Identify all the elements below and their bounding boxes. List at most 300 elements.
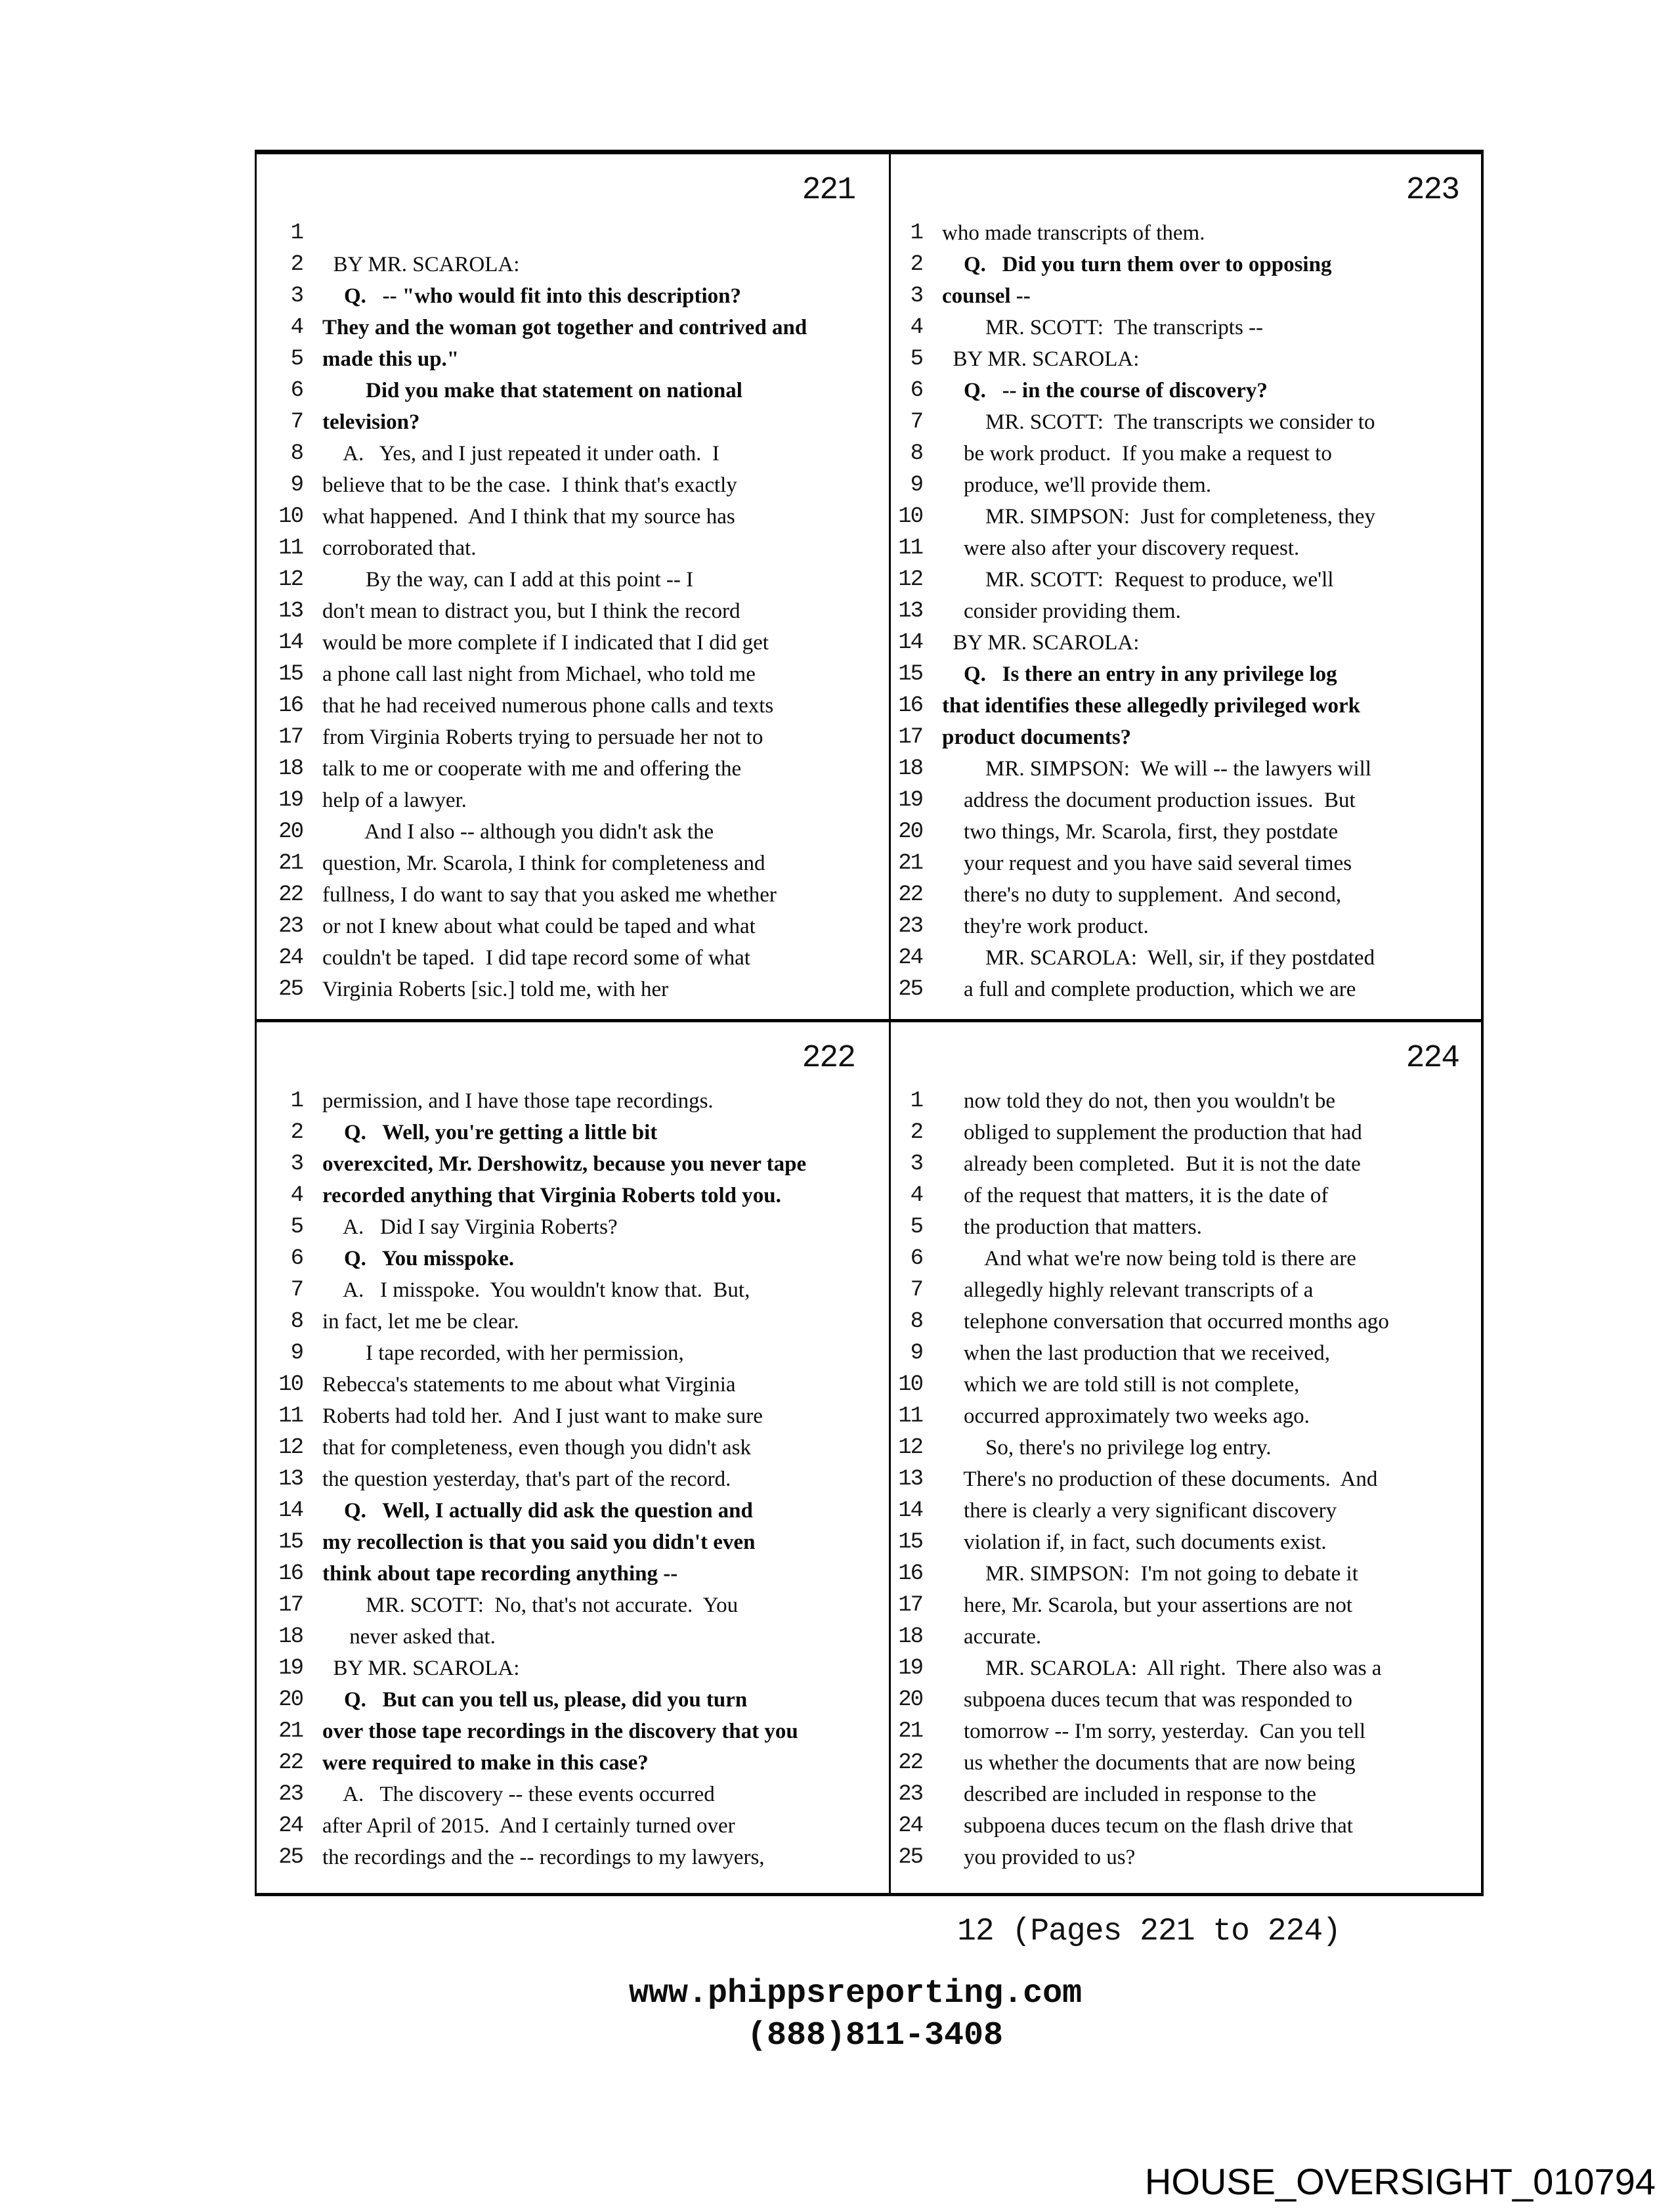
line-number: 19 [278, 1656, 303, 1681]
transcript-line [257, 974, 889, 1005]
line-text: Virginia Roberts [sic.] told me, with her [322, 978, 669, 1001]
line-text: And what we're now being told is there are [942, 1247, 1356, 1270]
transcript-line [891, 1243, 1481, 1274]
line-text: MR. SIMPSON: We will -- the lawyers will [942, 757, 1371, 781]
transcript-line [257, 1274, 889, 1306]
transcript-line [891, 1432, 1481, 1464]
footer-page-range: 12 (Pages 221 to 224) [957, 1914, 1341, 1949]
line-number: 12 [278, 567, 303, 592]
line-text: occurred approximately two weeks ago. [942, 1404, 1310, 1428]
line-number: 10 [898, 504, 922, 529]
transcript-line [257, 627, 889, 659]
transcript-line [891, 1274, 1481, 1306]
transcript-line [891, 280, 1481, 312]
transcript-line [257, 469, 889, 501]
transcript-line [891, 1085, 1481, 1117]
transcript-line [891, 753, 1481, 785]
transcript-line [257, 1558, 889, 1590]
transcript-line [891, 1779, 1481, 1810]
line-text: produce, we'll provide them. [942, 473, 1212, 497]
page-lines [891, 1085, 1481, 1873]
line-number: 2 [290, 252, 303, 277]
line-text: BY MR. SCAROLA: [942, 347, 1140, 371]
line-number: 6 [290, 1246, 303, 1271]
transcript-line [891, 564, 1481, 596]
line-number: 24 [278, 1813, 303, 1838]
line-number: 5 [910, 1215, 922, 1240]
line-number: 14 [278, 1498, 303, 1523]
transcript-line [257, 1148, 889, 1180]
line-text: Q. Well, I actually did ask the question and [322, 1499, 753, 1523]
transcript-line [891, 406, 1481, 438]
transcript-line [257, 879, 889, 911]
transcript-line [891, 343, 1481, 375]
transcript-line [257, 1400, 889, 1432]
quadrant-page-223 [891, 154, 1481, 1022]
transcript-line [257, 1842, 889, 1873]
line-number: 2 [910, 1120, 922, 1145]
line-text: you provided to us? [942, 1846, 1136, 1869]
line-number: 20 [278, 1687, 303, 1712]
line-text: would be more complete if I indicated that I did get [322, 631, 769, 655]
line-number: 7 [290, 410, 303, 435]
transcript-line [891, 659, 1481, 690]
transcript-line [891, 1211, 1481, 1243]
line-text: a full and complete production, which we are [942, 978, 1356, 1001]
line-text: I tape recorded, with her permission, [322, 1341, 684, 1365]
line-number: 14 [278, 630, 303, 655]
transcript-line [891, 785, 1481, 816]
line-text: Roberts had told her. And I just want to make sure [322, 1404, 763, 1428]
transcript-line [257, 816, 889, 848]
line-text [303, 217, 322, 249]
page-number: 221 [802, 173, 855, 208]
page-number: 224 [1406, 1041, 1459, 1076]
transcript-line [257, 217, 889, 249]
transcript-line [257, 1211, 889, 1243]
line-number: 25 [278, 977, 303, 1002]
transcript-line [257, 375, 889, 406]
transcript-line [891, 1117, 1481, 1148]
transcript-line [257, 1810, 889, 1842]
transcript-line [891, 501, 1481, 532]
transcript-line [257, 532, 889, 564]
line-number: 21 [898, 1719, 922, 1744]
line-number: 3 [290, 284, 303, 309]
line-text: help of a lawyer. [322, 789, 467, 812]
transcript-line [891, 532, 1481, 564]
line-text: there is clearly a very significant discovery [942, 1499, 1337, 1523]
line-text: MR. SCOTT: No, that's not accurate. You [322, 1594, 739, 1617]
transcript-line [257, 1716, 889, 1747]
line-number: 2 [910, 252, 922, 277]
transcript-line [891, 1148, 1481, 1180]
transcript-line [257, 1243, 889, 1274]
line-text: that he had received numerous phone calls and texts [322, 694, 774, 718]
transcript-line [257, 1085, 889, 1117]
line-text: that for completeness, even though you didn't ask [322, 1436, 751, 1460]
line-text: And I also -- although you didn't ask the [322, 820, 714, 844]
line-text: permission, and I have those tape recordings. [322, 1089, 714, 1113]
footer-reporting-phone: (888)811-3408 [747, 2017, 1004, 2054]
line-text: my recollection is that you said you didn't even [322, 1530, 756, 1554]
line-number: 9 [910, 473, 922, 498]
line-number: 11 [278, 536, 303, 561]
transcript-line [257, 280, 889, 312]
transcript-line [257, 690, 889, 722]
line-number: 15 [898, 662, 922, 687]
transcript-line [891, 249, 1481, 280]
transcript-line [257, 785, 889, 816]
transcript-line [257, 1306, 889, 1337]
transcript-line [891, 1590, 1481, 1621]
transcript-line [891, 1810, 1481, 1842]
transcript-line [257, 1684, 889, 1716]
transcript-line [891, 469, 1481, 501]
line-number: 20 [898, 1687, 922, 1712]
line-number: 13 [278, 599, 303, 624]
transcript-line [891, 1842, 1481, 1873]
line-number: 18 [278, 756, 303, 781]
line-text: MR. SCOTT: Request to produce, we'll [942, 568, 1334, 592]
line-text: Q. But can you tell us, please, did you turn [322, 1688, 748, 1712]
transcript-line [257, 438, 889, 469]
line-number: 6 [910, 378, 922, 403]
line-text: now told they do not, then you wouldn't be [942, 1089, 1335, 1113]
line-number: 6 [290, 378, 303, 403]
transcript-line [891, 217, 1481, 249]
line-text: consider providing them. [942, 599, 1181, 623]
transcript-line [257, 1653, 889, 1684]
line-number: 13 [898, 599, 922, 624]
line-text: after April of 2015. And I certainly turned over [322, 1814, 735, 1838]
line-text: who made transcripts of them. [942, 221, 1205, 245]
line-text: Q. You misspoke. [322, 1247, 515, 1270]
line-text: what happened. And I think that my source has [322, 505, 735, 529]
transcript-line [257, 911, 889, 942]
transcript-line [257, 1464, 889, 1495]
line-number: 13 [278, 1467, 303, 1492]
transcript-line [257, 596, 889, 627]
line-text: which we are told still is not complete, [942, 1373, 1300, 1397]
transcript-line [257, 753, 889, 785]
transcript-line [891, 1621, 1481, 1653]
transcript-line [891, 627, 1481, 659]
line-number: 11 [898, 1404, 922, 1429]
line-text: talk to me or cooperate with me and offering the [322, 757, 742, 781]
line-number: 12 [898, 567, 922, 592]
transcript-line [891, 1464, 1481, 1495]
line-text: Q. -- "who would fit into this description? [322, 284, 742, 308]
line-text: fullness, I do want to say that you asked me whether [322, 883, 777, 907]
line-number: 25 [278, 1845, 303, 1870]
line-number: 6 [910, 1246, 922, 1271]
line-number: 21 [278, 1719, 303, 1744]
line-number: 10 [278, 504, 303, 529]
line-text: question, Mr. Scarola, I think for completeness and [322, 852, 765, 875]
line-text: television? [322, 410, 420, 434]
line-text: of the request that matters, it is the date of [942, 1184, 1329, 1207]
line-number: 3 [910, 284, 922, 309]
line-text: address the document production issues. But [942, 789, 1356, 812]
line-text: MR. SCOTT: The transcripts we consider to [942, 410, 1375, 434]
line-text: Q. Did you turn them over to opposing [942, 253, 1332, 276]
line-number: 16 [898, 1561, 922, 1586]
transcript-line [257, 1527, 889, 1558]
transcript-line [891, 848, 1481, 879]
transcript-line [891, 1400, 1481, 1432]
line-text: the recordings and the -- recordings to my lawyers, [322, 1846, 765, 1869]
transcript-line [891, 375, 1481, 406]
transcript-line [257, 249, 889, 280]
line-text: There's no production of these documents. And [942, 1467, 1378, 1491]
line-number: 15 [898, 1530, 922, 1555]
line-text: corroborated that. [322, 536, 477, 560]
transcript-line [891, 1558, 1481, 1590]
line-number: 19 [898, 788, 922, 813]
line-text: product documents? [942, 726, 1132, 749]
line-number: 4 [290, 1183, 303, 1208]
line-number: 5 [290, 347, 303, 372]
transcript-line [891, 596, 1481, 627]
transcript-line [891, 690, 1481, 722]
transcript-line [257, 1590, 889, 1621]
line-text: obliged to supplement the production that had [942, 1121, 1362, 1144]
line-number: 22 [278, 882, 303, 907]
line-number: 22 [898, 882, 922, 907]
transcript-line [257, 1117, 889, 1148]
line-text: couldn't be taped. I did tape record some of what [322, 946, 750, 970]
line-number: 8 [910, 1309, 922, 1334]
line-number: 11 [278, 1404, 303, 1429]
line-text: MR. SCAROLA: Well, sir, if they postdated [942, 946, 1375, 970]
line-text: allegedly highly relevant transcripts of a [942, 1278, 1314, 1302]
quadrant-page-224 [891, 1022, 1481, 1893]
line-number: 25 [898, 977, 922, 1002]
transcript-line [891, 1495, 1481, 1527]
line-number: 23 [898, 1782, 922, 1807]
transcript-line [891, 1180, 1481, 1211]
line-number: 16 [278, 1561, 303, 1586]
line-number: 4 [910, 1183, 922, 1208]
transcript-line [257, 722, 889, 753]
line-text: Q. Is there an entry in any privilege log [942, 662, 1337, 686]
line-number: 4 [290, 315, 303, 340]
transcript-line [891, 1369, 1481, 1400]
line-number: 17 [898, 725, 922, 750]
line-text: were required to make in this case? [322, 1751, 649, 1775]
line-number: 15 [278, 662, 303, 687]
transcript-line [257, 406, 889, 438]
line-number: 4 [910, 315, 922, 340]
transcript-line [257, 1180, 889, 1211]
line-number: 11 [898, 536, 922, 561]
page-lines [891, 217, 1481, 1005]
line-text: overexcited, Mr. Dershowitz, because you never tape [322, 1152, 807, 1176]
line-number: 3 [910, 1152, 922, 1177]
transcript-line [891, 1653, 1481, 1684]
line-number: 15 [278, 1530, 303, 1555]
transcript-line [257, 1747, 889, 1779]
line-number: 18 [898, 1624, 922, 1649]
line-number: 8 [290, 1309, 303, 1334]
line-number: 16 [898, 693, 922, 718]
line-number: 8 [290, 441, 303, 466]
line-number: 9 [910, 1341, 922, 1366]
line-text: Did you make that statement on national [322, 379, 742, 402]
transcript-line [891, 974, 1481, 1005]
line-number: 9 [290, 473, 303, 498]
line-text: over those tape recordings in the discovery that you [322, 1720, 798, 1743]
line-number: 17 [278, 1593, 303, 1618]
bates-stamp: HOUSE_OVERSIGHT_010794 [1144, 2161, 1656, 2202]
line-number: 24 [278, 945, 303, 970]
transcript-line [891, 722, 1481, 753]
transcript-line [257, 343, 889, 375]
transcript-line [257, 564, 889, 596]
transcript-line [891, 1527, 1481, 1558]
line-text: tomorrow -- I'm sorry, yesterday. Can you tell [942, 1720, 1366, 1743]
line-text: By the way, can I add at this point -- I [322, 568, 694, 592]
quadrant-page-221 [257, 154, 891, 1022]
line-text: MR. SCAROLA: All right. There also was a [942, 1657, 1382, 1680]
line-number: 16 [278, 693, 303, 718]
line-text: from Virginia Roberts trying to persuade her not to [322, 726, 763, 749]
line-number: 7 [910, 1278, 922, 1303]
line-text: BY MR. SCAROLA: [942, 631, 1140, 655]
transcript-line [891, 942, 1481, 974]
transcript-line [891, 1337, 1481, 1369]
line-number: 5 [910, 347, 922, 372]
line-text: us whether the documents that are now being [942, 1751, 1356, 1775]
line-number: 23 [278, 1782, 303, 1807]
line-number: 18 [278, 1624, 303, 1649]
line-text: when the last production that we received, [942, 1341, 1331, 1365]
line-number: 13 [898, 1467, 922, 1492]
transcript-line [257, 312, 889, 343]
line-number: 9 [290, 1341, 303, 1366]
line-text: described are included in response to the [942, 1783, 1316, 1806]
line-text: MR. SIMPSON: I'm not going to debate it [942, 1562, 1358, 1586]
transcript-line [257, 1779, 889, 1810]
line-number: 24 [898, 1813, 922, 1838]
line-text: a phone call last night from Michael, who told me [322, 662, 756, 686]
line-text: A. Yes, and I just repeated it under oath. I [322, 442, 719, 466]
line-number: 1 [290, 221, 303, 246]
line-text: BY MR. SCAROLA: [322, 1657, 520, 1680]
line-text: or not I knew about what could be taped and what [322, 915, 756, 938]
line-text: think about tape recording anything -- [322, 1562, 678, 1586]
transcript-line [891, 1306, 1481, 1337]
line-number: 22 [898, 1750, 922, 1775]
line-text: subpoena duces tecum on the flash drive that [942, 1814, 1353, 1838]
line-text: recorded anything that Virginia Roberts told you. [322, 1184, 781, 1207]
transcript-sheet [255, 150, 1484, 1896]
line-number: 23 [898, 914, 922, 939]
line-text: don't mean to distract you, but I think the record [322, 599, 740, 623]
line-text: were also after your discovery request. [942, 536, 1300, 560]
transcript-line [257, 1369, 889, 1400]
line-number: 1 [910, 221, 922, 246]
line-text: that identifies these allegedly privileged work [942, 694, 1361, 718]
line-number: 7 [910, 410, 922, 435]
line-text: here, Mr. Scarola, but your assertions are not [942, 1594, 1353, 1617]
line-number: 5 [290, 1215, 303, 1240]
line-number: 19 [278, 788, 303, 813]
transcript-line [891, 816, 1481, 848]
line-text: be work product. If you make a request to [942, 442, 1332, 466]
line-text: violation if, in fact, such documents exist. [942, 1530, 1327, 1554]
line-number: 7 [290, 1278, 303, 1303]
line-text: So, there's no privilege log entry. [942, 1436, 1272, 1460]
line-text: two things, Mr. Scarola, first, they postdate [942, 820, 1339, 844]
transcript-line [257, 1337, 889, 1369]
line-text: accurate. [942, 1625, 1042, 1649]
line-text: there's no duty to supplement. And second, [942, 883, 1342, 907]
line-number: 1 [290, 1089, 303, 1114]
transcript-line [891, 438, 1481, 469]
page-number: 222 [802, 1041, 855, 1076]
transcript-line [891, 312, 1481, 343]
transcript-line [257, 501, 889, 532]
line-text: made this up." [322, 347, 460, 371]
line-number: 21 [898, 851, 922, 876]
line-number: 20 [898, 819, 922, 844]
line-number: 12 [898, 1435, 922, 1460]
line-number: 20 [278, 819, 303, 844]
line-text: never asked that. [322, 1625, 496, 1649]
transcript-line [891, 879, 1481, 911]
line-text: the production that matters. [942, 1215, 1202, 1239]
line-text: telephone conversation that occurred months ago [942, 1310, 1389, 1334]
line-number: 17 [898, 1593, 922, 1618]
line-text: Rebecca's statements to me about what Virginia [322, 1373, 736, 1397]
transcript-line [891, 1684, 1481, 1716]
line-number: 2 [290, 1120, 303, 1145]
line-text: the question yesterday, that's part of the record. [322, 1467, 731, 1491]
line-number: 10 [898, 1372, 922, 1397]
line-number: 22 [278, 1750, 303, 1775]
line-number: 21 [278, 851, 303, 876]
line-text: subpoena duces tecum that was responded to [942, 1688, 1353, 1712]
line-text: A. I misspoke. You wouldn't know that. But, [322, 1278, 750, 1302]
transcript-line [891, 1747, 1481, 1779]
line-text: counsel -- [942, 284, 1031, 308]
line-text: your request and you have said several times [942, 852, 1352, 875]
line-number: 25 [898, 1845, 922, 1870]
transcript-line [257, 1495, 889, 1527]
line-number: 8 [910, 441, 922, 466]
line-number: 10 [278, 1372, 303, 1397]
line-text: MR. SCOTT: The transcripts -- [942, 316, 1264, 339]
footer-reporting-website: www.phippsreporting.com [629, 1975, 1083, 2012]
transcript-line [257, 659, 889, 690]
line-text: they're work product. [942, 915, 1149, 938]
line-text: MR. SIMPSON: Just for completeness, they [942, 505, 1375, 529]
line-number: 17 [278, 725, 303, 750]
line-number: 19 [898, 1656, 922, 1681]
transcript-line [257, 848, 889, 879]
line-number: 1 [910, 1089, 922, 1114]
line-number: 14 [898, 630, 922, 655]
line-text: They and the woman got together and contrived and [322, 316, 807, 339]
transcript-line [891, 1716, 1481, 1747]
transcript-line [891, 911, 1481, 942]
line-text: already been completed. But it is not the date [942, 1152, 1361, 1176]
line-number: 23 [278, 914, 303, 939]
line-text: believe that to be the case. I think that's exactly [322, 473, 737, 497]
line-text: in fact, let me be clear. [322, 1310, 519, 1334]
